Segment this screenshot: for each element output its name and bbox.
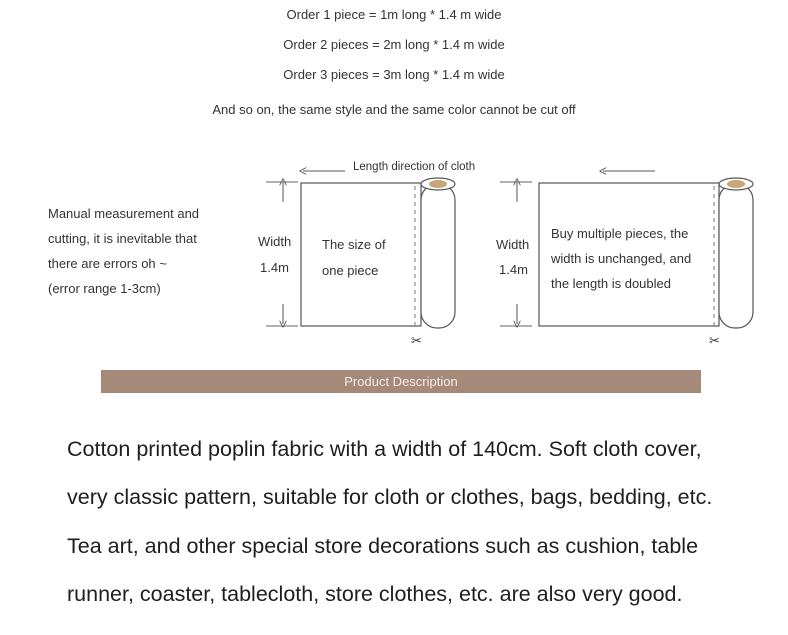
width-label: Width bbox=[258, 234, 292, 249]
length-direction-label: Length direction of cloth bbox=[353, 161, 476, 173]
measurement-note-line: (error range 1-3cm) bbox=[48, 281, 161, 296]
description-line: very classic pattern, suitable for cloth or clothes, bags, bedding, etc. bbox=[67, 485, 713, 509]
order-line-2: Order 2 pieces = 2m long * 1.4 m wide bbox=[283, 37, 505, 52]
one-piece-rect bbox=[301, 183, 421, 326]
description-line: Tea art, and other special store decorations such as cushion, table bbox=[67, 534, 699, 558]
left-panel-line: one piece bbox=[322, 263, 379, 278]
right-panel-line: Buy multiple pieces, the bbox=[551, 226, 689, 241]
measurement-note-line: cutting, it is inevitable that bbox=[48, 231, 197, 246]
scissors-icon: ✂ bbox=[411, 333, 422, 348]
scissors-icon: ✂ bbox=[709, 333, 720, 348]
width-value: 1.4m bbox=[499, 262, 528, 277]
right-panel-line: the length is doubled bbox=[551, 276, 671, 291]
fabric-roll-icon bbox=[719, 178, 753, 328]
cut-off-note: And so on, the same style and the same color cannot be cut off bbox=[212, 102, 576, 117]
product-description-banner: Product Description bbox=[101, 370, 701, 393]
width-label: Width bbox=[496, 237, 530, 252]
measurement-note-line: there are errors oh ~ bbox=[48, 256, 167, 271]
description-line: Cotton printed poplin fabric with a width of 140cm. Soft cloth cover, bbox=[67, 437, 702, 461]
description-line: runner, coaster, tablecloth, store clothes, etc. are also very good. bbox=[67, 582, 683, 606]
width-arrow-icon bbox=[500, 182, 532, 326]
measurement-note-line: Manual measurement and bbox=[48, 206, 200, 221]
width-value: 1.4m bbox=[260, 260, 289, 275]
right-panel-line: width is unchanged, and bbox=[551, 251, 692, 266]
fabric-roll-icon bbox=[421, 178, 455, 328]
order-line-3: Order 3 pieces = 3m long * 1.4 m wide bbox=[283, 67, 505, 82]
left-panel-line: The size of bbox=[322, 237, 386, 252]
width-arrow-icon bbox=[266, 182, 298, 326]
order-line-1: Order 1 piece = 1m long * 1.4 m wide bbox=[286, 7, 502, 22]
